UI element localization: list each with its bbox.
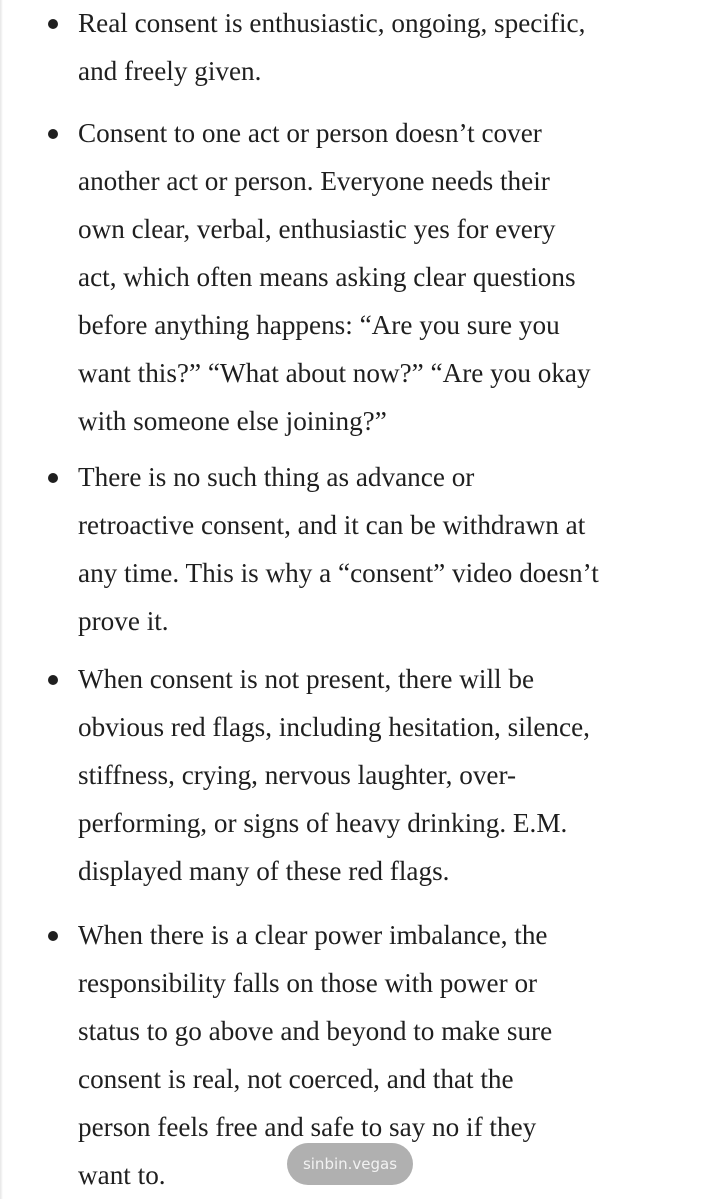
text-line: want this?” “What about now?” “Are you okay xyxy=(78,358,591,388)
text-line: stiffness, crying, nervous laughter, over- xyxy=(78,760,517,790)
text-line: Real consent is enthusiastic, ongoing, specific, xyxy=(78,8,586,38)
text-line: There is no such thing as advance or xyxy=(78,462,475,492)
text-line: own clear, verbal, enthusiastic yes for every xyxy=(78,214,556,244)
bullet-dot-icon xyxy=(48,675,58,685)
text-line: any time. This is why a “consent” video doesn’t xyxy=(78,558,599,588)
text-line: act, which often means asking clear questions xyxy=(78,262,576,292)
text-line: When consent is not present, there will be xyxy=(78,664,535,694)
text-line: consent is real, not coerced, and that the xyxy=(78,1064,514,1094)
bullet-text xyxy=(78,655,688,895)
text-line: When there is a clear power imbalance, the xyxy=(78,920,548,950)
text-line: person feels free and safe to say no if they xyxy=(78,1112,537,1142)
text-line: want to. xyxy=(78,1160,166,1190)
text-line: another act or person. Everyone needs their xyxy=(78,166,550,196)
bullet-dot-icon xyxy=(48,931,58,941)
bullet-text xyxy=(78,453,688,645)
bullet-text xyxy=(78,109,688,445)
text-line: with someone else joining?” xyxy=(78,406,387,436)
bullet-dot-icon xyxy=(48,19,58,29)
text-line: and freely given. xyxy=(78,56,262,86)
text-line: retroactive consent, and it can be withdrawn at xyxy=(78,510,586,540)
text-line: status to go above and beyond to make sure xyxy=(78,1016,553,1046)
text-line: performing, or signs of heavy drinking. E.M. xyxy=(78,808,568,838)
bullet-dot-icon xyxy=(48,473,58,483)
text-line: displayed many of these red flags. xyxy=(78,856,450,886)
text-line: Consent to one act or person doesn’t cover xyxy=(78,118,542,148)
watermark-badge: sinbin.vegas xyxy=(287,1143,413,1185)
text-line: before anything happens: “Are you sure you xyxy=(78,310,560,340)
page-edge-shadow xyxy=(0,0,3,1199)
text-line: prove it. xyxy=(78,606,169,636)
bullet-dot-icon xyxy=(48,129,58,139)
text-line: obvious red flags, including hesitation, silence, xyxy=(78,712,590,742)
text-line: responsibility falls on those with power or xyxy=(78,968,538,998)
bullet-text xyxy=(78,0,688,95)
